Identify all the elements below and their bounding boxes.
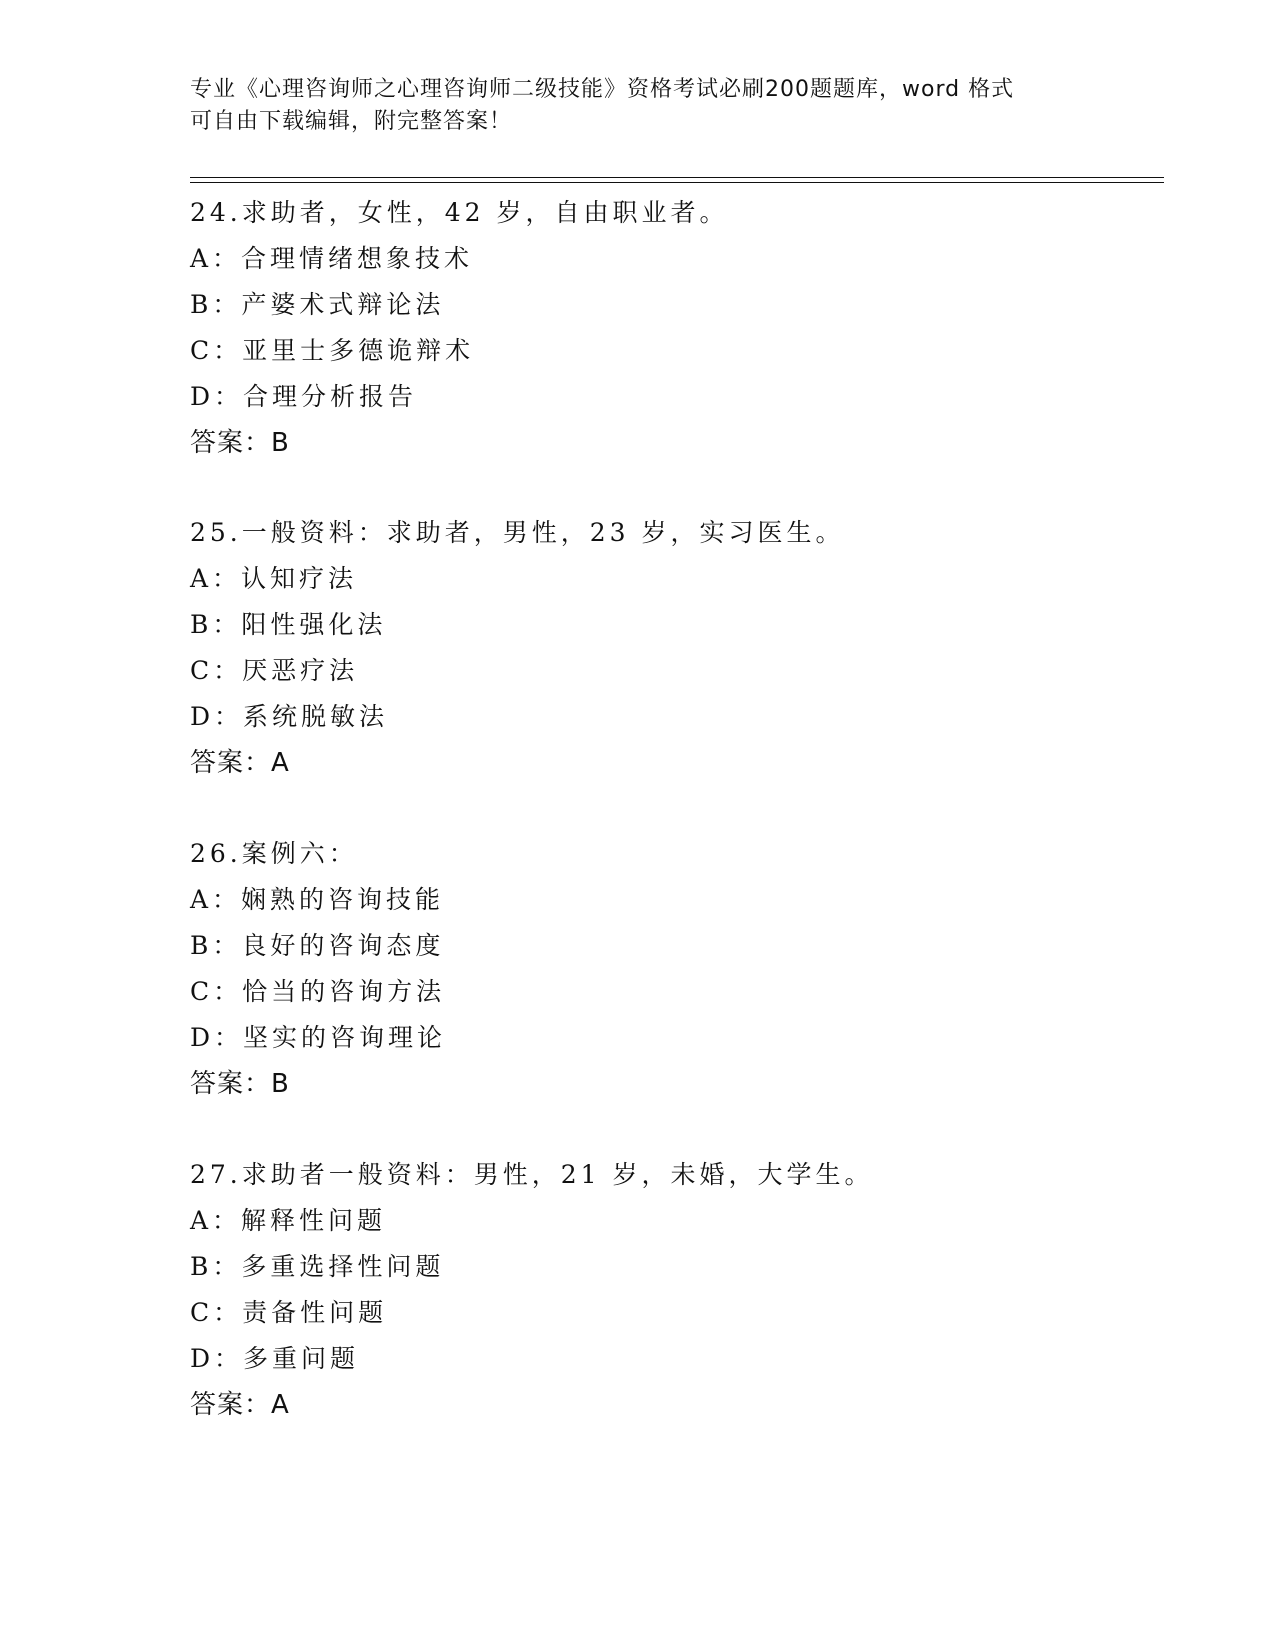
answer: 答案：A xyxy=(190,748,290,778)
option-d: D：系统脱敏法 xyxy=(190,702,389,731)
answer: 答案：A xyxy=(190,1390,290,1420)
answer: 答案：B xyxy=(190,428,290,458)
option-a: A：娴熟的咨询技能 xyxy=(190,885,445,914)
header-title-line-2: 可自由下载编辑，附完整答案！ xyxy=(190,109,513,134)
option-a: A：认知疗法 xyxy=(190,564,358,593)
question-stem: 27.求助者一般资料：男性，21 岁，未婚，大学生。 xyxy=(190,1160,874,1189)
option-c: C：亚里士多德诡辩术 xyxy=(190,336,475,365)
option-d: D：坚实的咨询理论 xyxy=(190,1023,447,1052)
option-a: A：解释性问题 xyxy=(190,1206,387,1235)
question-stem: 25.一般资料：求助者，男性，23 岁，实习医生。 xyxy=(190,518,845,547)
option-c: C：恰当的咨询方法 xyxy=(190,977,446,1006)
question-27 xyxy=(190,1152,1164,1428)
question-26 xyxy=(190,831,1164,1107)
answer: 答案：B xyxy=(190,1069,290,1099)
option-d: D：多重问题 xyxy=(190,1344,360,1373)
document-header xyxy=(190,74,1090,138)
header-divider-bottom xyxy=(190,182,1164,183)
option-d: D：合理分析报告 xyxy=(190,382,418,411)
option-c: C：责备性问题 xyxy=(190,1298,388,1327)
option-c: C：厌恶疗法 xyxy=(190,656,359,685)
question-stem: 26.案例六： xyxy=(190,839,358,868)
option-b: B：多重选择性问题 xyxy=(190,1252,445,1281)
header-divider-top xyxy=(190,177,1164,178)
option-b: B：阳性强化法 xyxy=(190,610,387,639)
question-25 xyxy=(190,510,1164,786)
option-b: B：产婆术式辩论法 xyxy=(190,290,445,319)
option-a: A：合理情绪想象技术 xyxy=(190,244,474,273)
question-24 xyxy=(190,190,1164,466)
question-stem: 24.求助者，女性，42 岁，自由职业者。 xyxy=(190,198,729,227)
header-title-line-1: 专业《心理咨询师之心理咨询师二级技能》资格考试必刷200题题库，word 格式 xyxy=(190,77,1015,102)
option-b: B：良好的咨询态度 xyxy=(190,931,445,960)
